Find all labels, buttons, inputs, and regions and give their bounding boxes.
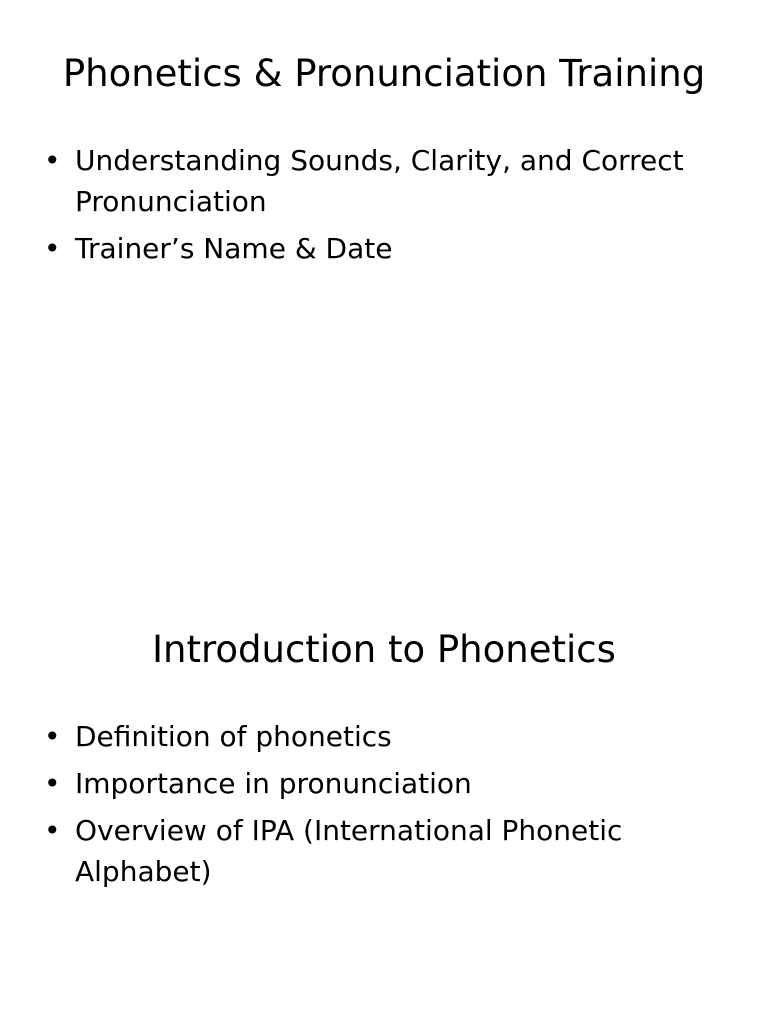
bullet-icon: •	[44, 767, 61, 800]
bullet-text: Definition of phonetics	[75, 720, 392, 753]
slide-introduction	[0, 576, 768, 1024]
bullet-text: Importance in pronunciation	[75, 767, 472, 800]
slide-title: Phonetics & Pronunciation Training	[62, 52, 706, 95]
bullet-icon: •	[44, 814, 61, 847]
bullet-text: Trainer’s Name & Date	[75, 232, 393, 265]
list-item	[44, 140, 704, 222]
bullet-icon: •	[44, 720, 61, 753]
bullet-list	[44, 716, 704, 898]
bullet-list	[44, 140, 704, 275]
bullet-text: Overview of IPA (International Phonetic Alphabet)	[75, 814, 623, 888]
list-item	[44, 228, 704, 269]
bullet-icon: •	[44, 232, 61, 265]
list-item	[44, 763, 704, 804]
bullet-text: Understanding Sounds, Clarity, and Correct Pronunciation	[75, 144, 684, 218]
bullet-icon: •	[44, 144, 61, 177]
slide-title: Introduction to Phonetics	[152, 628, 616, 671]
list-item	[44, 810, 704, 892]
list-item	[44, 716, 704, 757]
